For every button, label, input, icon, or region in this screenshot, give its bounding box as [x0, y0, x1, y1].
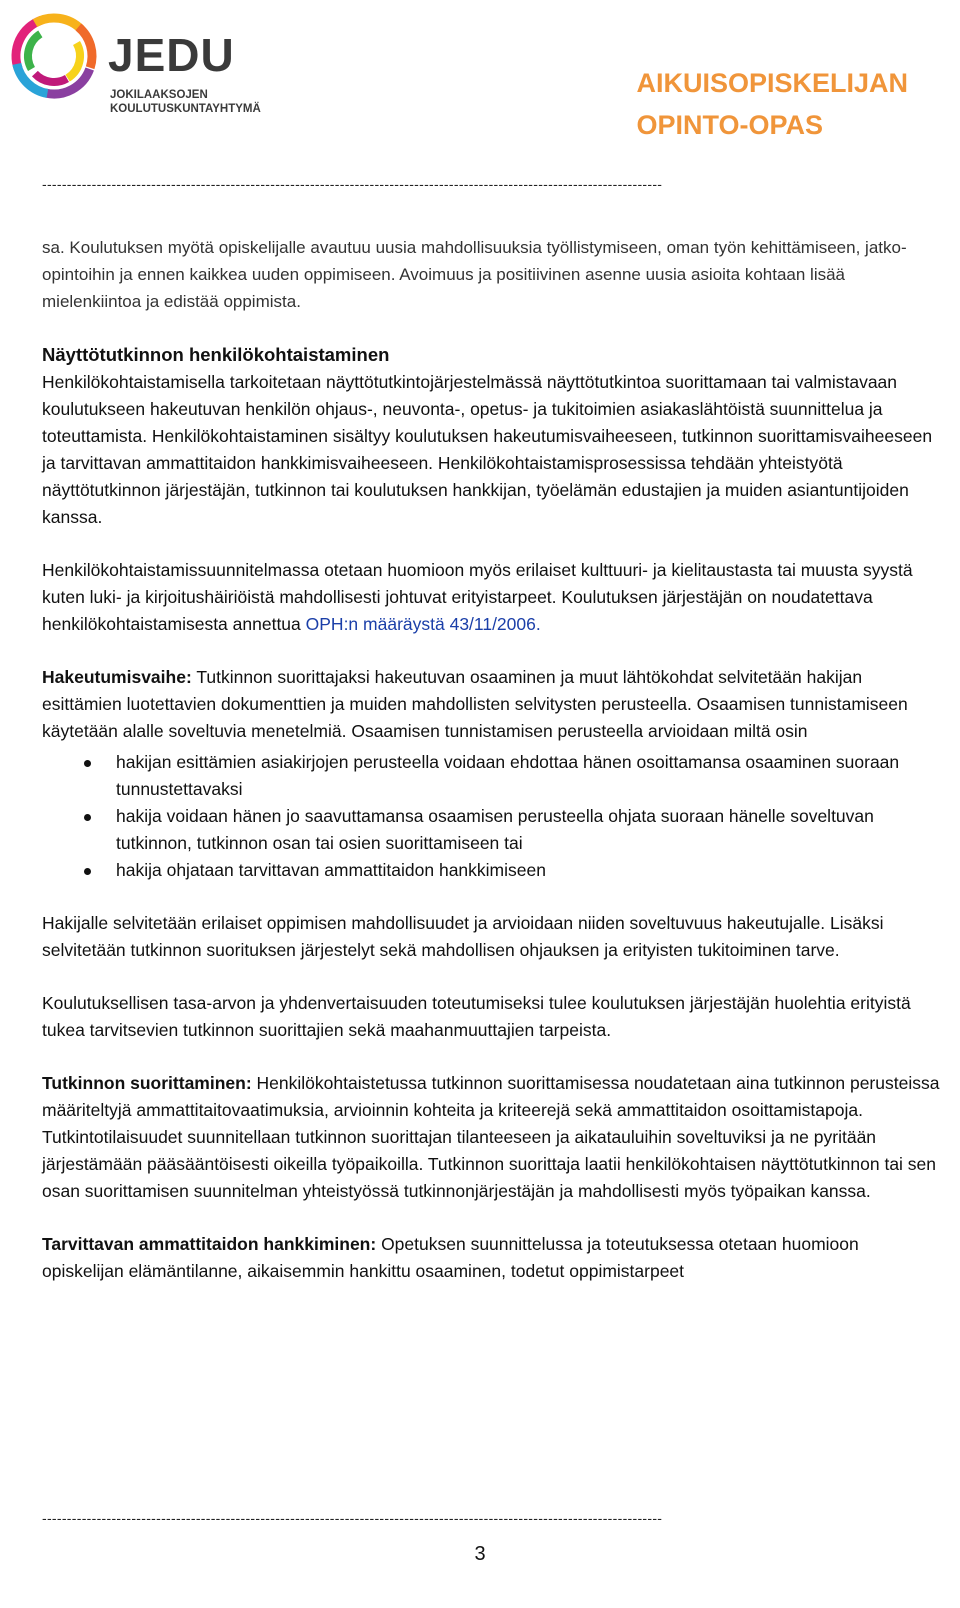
header-divider: -----------------------------------------------------------------------------------------------------------------------------	[42, 176, 663, 192]
completing-degree-text: Henkilökohtaistetussa tutkinnon suorittamisessa noudatetaan aina tutkinnon perusteissa määriteltyjä ammattitaitovaatimuksia, arvioinnin kohteita ja kriteerejä sekä ammattitaidon osoittamistapoja. Tutkintotilaisuudet suunnitellaan tutkinnon suorittajan tilanteeseen ja aikatauluihin soveltuviksi ja ne pyritään järjestämään pääsääntöisesti oikeilla työpaikoilla. Tutkinnon suorittaja laatii henkilökohtaisen näyttötutkinnon tai sen osan suorittamisen suunnitelman yhteistyössä tutkinnonjärjestäjän ja mahdollisesti myös työpaikan kanssa.	[42, 1073, 940, 1201]
jedu-logo	[8, 10, 318, 115]
list-item	[42, 749, 942, 803]
paragraph-application-phase	[42, 664, 942, 745]
section-heading: Näyttötutkinnon henkilökohtaistaminen	[42, 344, 390, 365]
jedu-logo-mark-icon	[8, 10, 104, 102]
guide-title	[636, 62, 908, 146]
application-phase-text: Tutkinnon suorittajaksi hakeutuvan osaaminen ja muut lähtökohdat selvitetään hakijan esittämien luotettavien dokumenttien ja muiden mahdollisten selvitysten perusteella. Osaamisen tunnistamiseen käytetään alalle soveltuvia menetelmiä. Osaamisen tunnistamisen perusteella arvioidaan miltä osin	[42, 667, 908, 741]
list-item-text: hakijan esittämien asiakirjojen perusteella voidaan ehdottaa hänen osoittamansa osaaminen suoraan tunnustettavaksi	[116, 752, 900, 799]
list-item	[42, 857, 942, 884]
intro-paragraph: sa. Koulutuksen myötä opiskelijalle avautuu uusia mahdollisuuksia työllistymiseen, oman työn kehittämiseen, jatko-opintoihin ja ennen kaikkea uuden oppimiseen. Avoimuus ja positiivinen asenne uusia asioita kohtaan lisää mielenkiintoa ja edistää oppimista.	[42, 238, 907, 311]
application-phase-label: Hakeutumisvaihe:	[42, 667, 192, 687]
bullet-icon	[84, 760, 91, 767]
page-header	[0, 0, 960, 200]
skill-acquisition-text: Opetuksen suunnittelussa ja toteutuksessa otetaan huomioon opiskelijan elämäntilanne, aikaisemmin hankittu osaaminen, todetut oppimistarpeet	[42, 1234, 859, 1281]
guide-title-line2: OPINTO-OPAS	[636, 110, 823, 140]
assessment-bullet-list	[42, 749, 942, 884]
special-needs-text: Henkilökohtaistamissuunnitelmassa otetaan huomioon myös erilaiset kulttuuri- ja kielitaustasta tai muusta syystä kuten luki- ja kirjoitushäiriöistä mahdollisesti johtuvat erityistarpeet. Koulutuksen järjestäjän on noudatettava henkilökohtaistamisesta annettua	[42, 560, 913, 634]
logo-subtitle: JOKILAAKSOJEN KOULUTUSKUNTAYHTYMÄ	[110, 89, 261, 115]
completing-degree-label: Tutkinnon suorittaminen:	[42, 1073, 252, 1093]
skill-acquisition-label: Tarvittavan ammattitaidon hankkiminen:	[42, 1234, 377, 1254]
paragraph-definition: Henkilökohtaistamisella tarkoitetaan näyttötutkintojärjestelmässä näyttötutkintoa suorittamaan tai valmistavaan koulutukseen hakeutuvan henkilön ohjaus-, neuvonta-, opetus- ja tukitoimien asiakaslähtöistä suunnittelua ja toteuttamista. Henkilökohtaistaminen sisältyy koulutuksen hakeutumisvaiheeseen, tutkinnon suorittamisvaiheeseen ja tarvittavan ammattitaidon hankkimisvaiheeseen. Henkilökohtaistamisprosessissa tehdään yhteistyötä näyttötutkinnon järjestäjän, tutkinnon tai koulutuksen hankkijan, työelämän edustajien ja muiden asiantuntijoiden kanssa.	[42, 372, 933, 527]
logo-name: JEDU	[108, 29, 235, 81]
list-item	[42, 803, 942, 857]
paragraph-completing-degree	[42, 1070, 942, 1205]
link-period: .	[535, 614, 541, 634]
paragraph-skill-acquisition	[42, 1231, 942, 1285]
page-number: 3	[474, 1543, 486, 1565]
bullet-icon	[84, 814, 91, 821]
list-item-text: hakija ohjataan tarvittavan ammattitaidon hankkimiseen	[116, 860, 546, 880]
footer-divider: -----------------------------------------------------------------------------------------------------------------------------	[42, 1510, 663, 1526]
document-body	[42, 234, 942, 1285]
list-item-text: hakija voidaan hänen jo saavuttamansa osaamisen perusteella ohjata suoraan hänelle soveltuvan tutkinnon, tutkinnon osan tai osien suorittamiseen tai	[116, 806, 874, 853]
paragraph-special-needs	[42, 557, 942, 638]
bullet-icon	[84, 868, 91, 875]
guide-title-line1: AIKUISOPISKELIJAN	[636, 68, 908, 98]
oph-regulation-link[interactable]: OPH:n määräystä 43/11/2006	[305, 614, 536, 634]
paragraph-equality: Koulutuksellisen tasa-arvon ja yhdenvertaisuuden toteutumiseksi tulee koulutuksen järjestäjän huolehtia erityistä tukea tarvitsevien tutkinnon suorittajien sekä maahanmuuttajien tarpeista.	[42, 993, 911, 1040]
paragraph-learning-options: Hakijalle selvitetään erilaiset oppimisen mahdollisuudet ja arvioidaan niiden soveltuvuus hakeutujalle. Lisäksi selvitetään tutkinnon suorituksen järjestelyt sekä mahdollisen ohjauksen ja erityisten tukitoiminen tarve.	[42, 913, 884, 960]
